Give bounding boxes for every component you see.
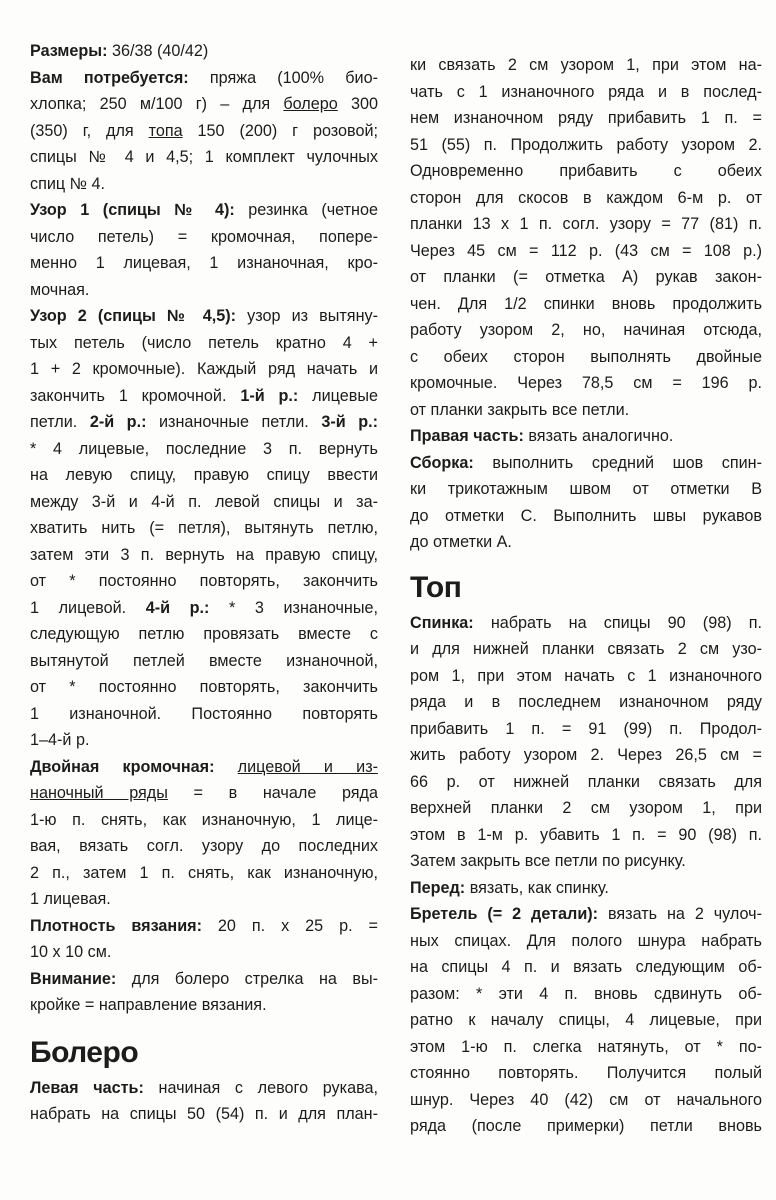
text-line: петли. 2-й р.: изнаночные петли. 3-й р.: [30,413,378,431]
text-line: Затем закрыть все петли по рисунку. [410,852,686,870]
text-line: Внимание: для болеро стрелка на вы- [30,969,378,988]
text-line: Узор 1 (спицы № 4): резинка (четное [30,201,378,219]
text-line: планки 13 х 1 п. согл. узору = 77 (81) п. [410,215,762,233]
text-line: от * постоянно повторять, закончить [30,678,378,696]
text-line: чен. Для 1/2 спинки вновь продолжить [410,294,762,313]
text-line: * 4 лицевые, последние 3 п. вернуть [30,439,378,458]
text-line: закончить 1 кромочной. 1-й р.: лицевые [30,386,378,405]
text-line: тых петель (число петель кратно 4 + [30,333,378,352]
text-line: ки связать 2 см узором 1, при этом на- [410,56,762,74]
text-line: 2 п., затем 1 п. снять, как изнаночную, [30,863,378,882]
text-line: Двойная кромочная: лицевой и из- [30,757,378,776]
left-column [30,0,378,1128]
text-line: чать с 1 изнаночного ряда и в послед- [410,82,762,101]
text-line: ратно к началу спицы, 4 лицевые, при [410,1011,762,1029]
text-line: этом 1-ю п. слегка натянуть, от * по- [410,1037,762,1056]
text-line: Размеры: 36/38 (40/42) [30,42,209,60]
text-line: Правая часть: вязать аналогично. [410,427,674,445]
text-line: ки трикотажным швом от отметки В [410,480,762,498]
text-line: Левая часть: начиная с левого рукава, [30,1078,378,1097]
section-heading-bolero: Болеро [30,1035,139,1069]
text-line: 1 лицевая. [30,890,111,908]
text-line: спицы № 4 и 4,5; 1 комплект чулочных [30,148,378,166]
text-line: стоянно повторять. Получится полый [410,1064,762,1082]
text-line: от планки (= отметка А) рукав закон- [410,268,762,286]
text-line: 51 (55) п. Продолжить работу узором 2. [410,135,762,154]
text-line: этом в 1-м р. убавить 1 п. = 90 (98) п. [410,825,762,844]
text-line: на спицы 4 п. и вязать следующим об- [410,958,762,976]
text-line: Бретель (= 2 детали): вязать на 2 чулоч- [410,905,762,923]
text-line: Через 45 см = 112 р. (43 см = 108 р.) [410,241,762,260]
text-line: кройке = направление вязания. [30,996,267,1014]
text-line: следующую петлю провязать вместе с [30,625,378,643]
text-line: Плотность вязания: 20 п. х 25 р. = [30,916,378,935]
text-line: на левую спицу, правую спицу ввести [30,466,378,484]
text-line: Узор 2 (спицы № 4,5): узор из вытяну- [30,307,378,325]
text-line: до отметки С. Выполнить швы рукавов [410,506,762,525]
text-line: от * постоянно повторять, закончить [30,572,378,590]
text-line: вая, вязать согл. узору до последних [30,837,378,855]
text-line: нем изнаночном ряду прибавить 1 п. = [410,109,762,127]
text-line: вытянутой петлей вместе изнаночной, [30,651,378,670]
text-line: кромочные. Через 78,5 см = 196 р. [410,374,762,392]
text-line: ряда (после примерки) петли вновь [410,1117,762,1135]
text-line: и для нижней планки связать 2 см узо- [410,640,762,658]
text-line: ряда и в последнем изнаночном ряду [410,693,762,711]
text-line: Спинка: набрать на спицы 90 (98) п. [410,613,762,632]
text-line: Одновременно прибавить с обеих [410,162,762,180]
text-line: работу узором 2, но, начиная отсюда, [410,321,762,339]
text-line: Перед: вязать, как спинку. [410,878,609,897]
text-line: 10 х 10 см. [30,943,112,961]
text-line: ных спицах. Для полого шнура набрать [410,931,762,950]
text-line: (350) г, для топа 150 (200) г розовой; [30,121,378,140]
text-line: между 3-й и 4-й п. левой спицы и за- [30,492,378,511]
text-line: верхней планки 2 см узором 1, при [410,799,762,817]
text-line: мочная. [30,280,90,299]
text-line: 1 лицевой. 4-й р.: * 3 изнаночные, [30,598,378,617]
text-line: разом: * эти 4 п. вновь сдвинуть об- [410,984,762,1003]
text-line: ром 1, при этом начать с 1 изнаночного [410,666,762,685]
text-line: прибавить 1 п. = 91 (99) п. Продол- [410,719,762,738]
text-line: жить работу узором 2. Через 26,5 см = [410,746,762,764]
text-line: 66 р. от нижней планки связать для [410,772,762,791]
text-line: число петель) = кромочная, попере- [30,227,378,246]
text-line: 1–4-й р. [30,731,90,749]
text-line: хлопка; 250 м/100 г) – для болеро 300 [30,95,378,113]
text-line: 1 изнаночной. Постоянно повторять [30,704,378,723]
text-line: 1 + 2 кромочные). Каждый ряд начать и [30,360,378,378]
text-line: до отметки А. [410,533,512,551]
text-line: с обеих сторон выполнять двойные [410,347,762,366]
text-line: шнур. Через 40 (42) см от начального [410,1090,762,1109]
section-heading-top: Топ [410,570,462,604]
text-line: менно 1 лицевая, 1 изнаночная, кро- [30,254,378,272]
text-line: наночный ряды = в начале ряда [30,784,378,802]
text-line: затем эти 3 п. вернуть на правую спицу, [30,545,378,564]
right-column [410,0,762,1140]
text-line: хватить нить (= петля), вытянуть петлю, [30,519,378,537]
text-line: набрать на спицы 50 (54) п. и для план- [30,1105,378,1123]
text-line: Вам потребуется: пряжа (100% био- [30,68,378,87]
text-line: от планки закрыть все петли. [410,400,630,419]
text-line: спиц № 4. [30,174,106,193]
text-line: Сборка: выполнить средний шов спин- [410,453,762,472]
text-line: сторон для скосов в каждом 6-м р. от [410,188,762,207]
text-line: 1-ю п. снять, как изнаночную, 1 лице- [30,810,378,829]
